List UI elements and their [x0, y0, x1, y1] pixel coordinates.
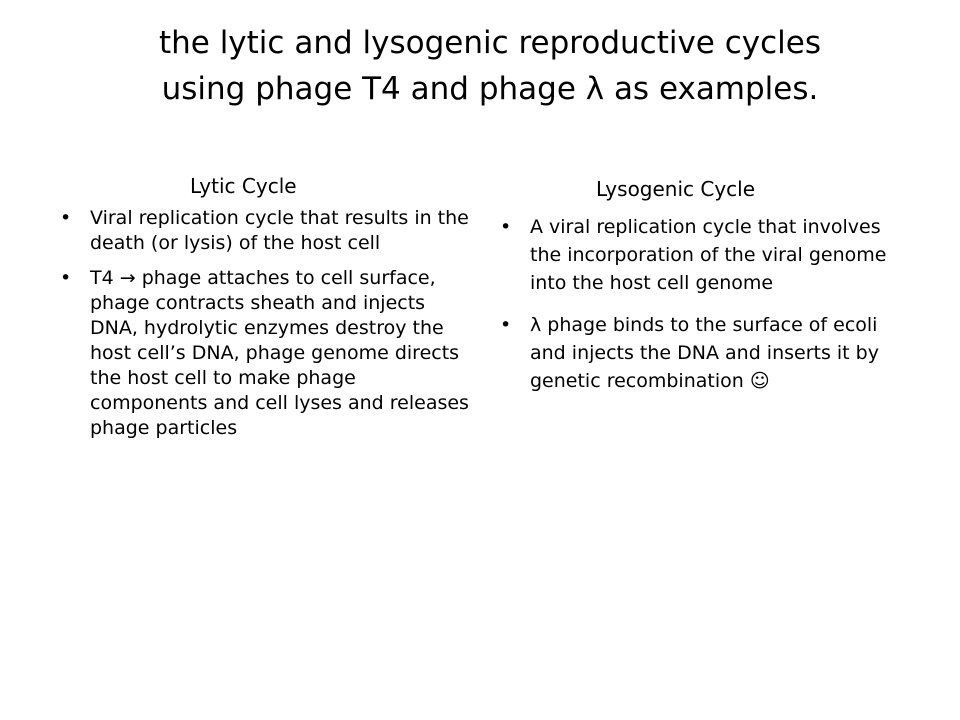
- slide-title: [60, 20, 920, 112]
- lytic-cycle-heading: Lytic Cycle: [190, 174, 297, 198]
- bullet-icon: •: [500, 314, 512, 336]
- bullet-text: λ phage binds to the surface of ecoli and injects the DNA and inserts it by genetic recombination ☺: [530, 314, 879, 392]
- lysogenic-cycle-list: [500, 213, 910, 395]
- title-line-1: the lytic and lysogenic reproductive cycles: [158, 25, 822, 61]
- bullet-text: T4 → phage attaches to cell surface, phage contracts sheath and injects DNA, hydrolytic enzymes destroy the host cell’s DNA, phage genome directs the host cell to make phage components and cell lyses and releases phage particles: [90, 267, 469, 439]
- lytic-cycle-column: [60, 172, 470, 451]
- bullet-text: Viral replication cycle that results in the death (or lysis) of the host cell: [90, 207, 469, 254]
- lysogenic-cycle-column: [500, 175, 910, 409]
- bullet-text: A viral replication cycle that involves the incorporation of the viral genome into the host cell genome: [530, 216, 887, 294]
- bullet-icon: •: [60, 267, 72, 289]
- bullet-icon: •: [500, 216, 512, 238]
- lysogenic-cycle-heading: Lysogenic Cycle: [596, 177, 756, 201]
- list-item: [500, 311, 910, 395]
- list-item: [60, 206, 470, 256]
- lytic-cycle-list: [60, 206, 470, 441]
- list-item: [500, 213, 910, 297]
- bullet-icon: •: [60, 207, 72, 229]
- list-item: [60, 266, 470, 441]
- title-line-2: using phage T4 and phage λ as examples.: [161, 71, 819, 107]
